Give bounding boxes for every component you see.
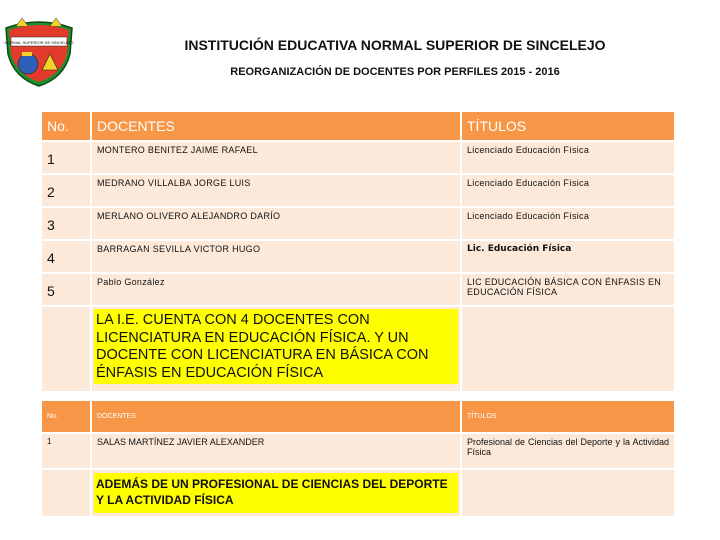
header-teachers: DOCENTES xyxy=(92,401,460,432)
institution-logo xyxy=(2,14,76,88)
additional-note: ADEMÁS DE UN PROFESIONAL DE CIENCIAS DEL DEPORTE Y LA ACTIVIDAD FÍSICA xyxy=(94,473,458,513)
row-teacher: BARRAGAN SEVILLA VICTOR HUGO xyxy=(92,241,460,272)
header-titles: TÍTULOS xyxy=(462,401,674,432)
row-number: 3 xyxy=(42,208,90,239)
table-header-row xyxy=(42,401,674,432)
table-row xyxy=(42,142,674,173)
row-number: 4 xyxy=(42,241,90,272)
header-number: No. xyxy=(42,112,90,140)
row-number: 5 xyxy=(42,274,90,305)
table-row xyxy=(42,208,674,239)
row-number: 1 xyxy=(42,142,90,173)
table-header-row xyxy=(42,112,674,140)
teachers-table xyxy=(40,110,676,393)
summary-note: LA I.E. CUENTA CON 4 DOCENTES CON LICENCIATURA EN EDUCACIÓN FÍSICA. Y UN DOCENTE CON LICENCIATURA EN BÁSICA CON ÉNFASIS EN EDUCACIÓN FÍSICA xyxy=(94,309,458,384)
table-row xyxy=(42,434,674,468)
row-title: Licenciado Educación Física xyxy=(462,142,674,173)
row-title: Profesional de Ciencias del Deporte y la Actividad Física xyxy=(462,434,674,468)
note-cell xyxy=(92,470,460,516)
row-teacher: MEDRANO VILLALBA JORGE LUIS xyxy=(92,175,460,206)
row-teacher: SALAS MARTÍNEZ JAVIER ALEXANDER xyxy=(92,434,460,468)
page-title: INSTITUCIÓN EDUCATIVA NORMAL SUPERIOR DE SINCELEJO xyxy=(184,37,606,53)
table-row xyxy=(42,175,674,206)
note-row xyxy=(42,307,674,391)
header-number: No. xyxy=(42,401,90,432)
row-title: Licenciado Educación Física xyxy=(462,208,674,239)
empty-cell xyxy=(462,470,674,516)
note-row xyxy=(42,470,674,516)
header-teachers: DOCENTES xyxy=(92,112,460,140)
row-title: Lic. Educación Física xyxy=(462,241,674,272)
table-row xyxy=(42,241,674,272)
row-teacher: MONTERO BENITEZ JAIME RAFAEL xyxy=(92,142,460,173)
row-number: 1 xyxy=(42,434,90,468)
table-row xyxy=(42,274,674,305)
note-cell xyxy=(92,307,460,391)
empty-cell xyxy=(462,307,674,391)
row-teacher: Pablo González xyxy=(92,274,460,305)
row-teacher: MERLANO OLIVERO ALEJANDRO DARÍO xyxy=(92,208,460,239)
row-title: Licenciado Educación Física xyxy=(462,175,674,206)
empty-cell xyxy=(42,470,90,516)
header-titles: TÍTULOS xyxy=(462,112,674,140)
professionals-table xyxy=(40,399,676,518)
page-subtitle: REORGANIZACIÓN DE DOCENTES POR PERFILES 2015 - 2016 xyxy=(230,66,560,78)
row-title: LIC EDUCACIÓN BÁSICA CON ÉNFASIS EN EDUCACIÓN FÍSICA xyxy=(462,274,674,305)
empty-cell xyxy=(42,307,90,391)
logo-banner-text: NORMAL SUPERIOR DE SINCELEJO xyxy=(4,40,74,45)
row-number: 2 xyxy=(42,175,90,206)
